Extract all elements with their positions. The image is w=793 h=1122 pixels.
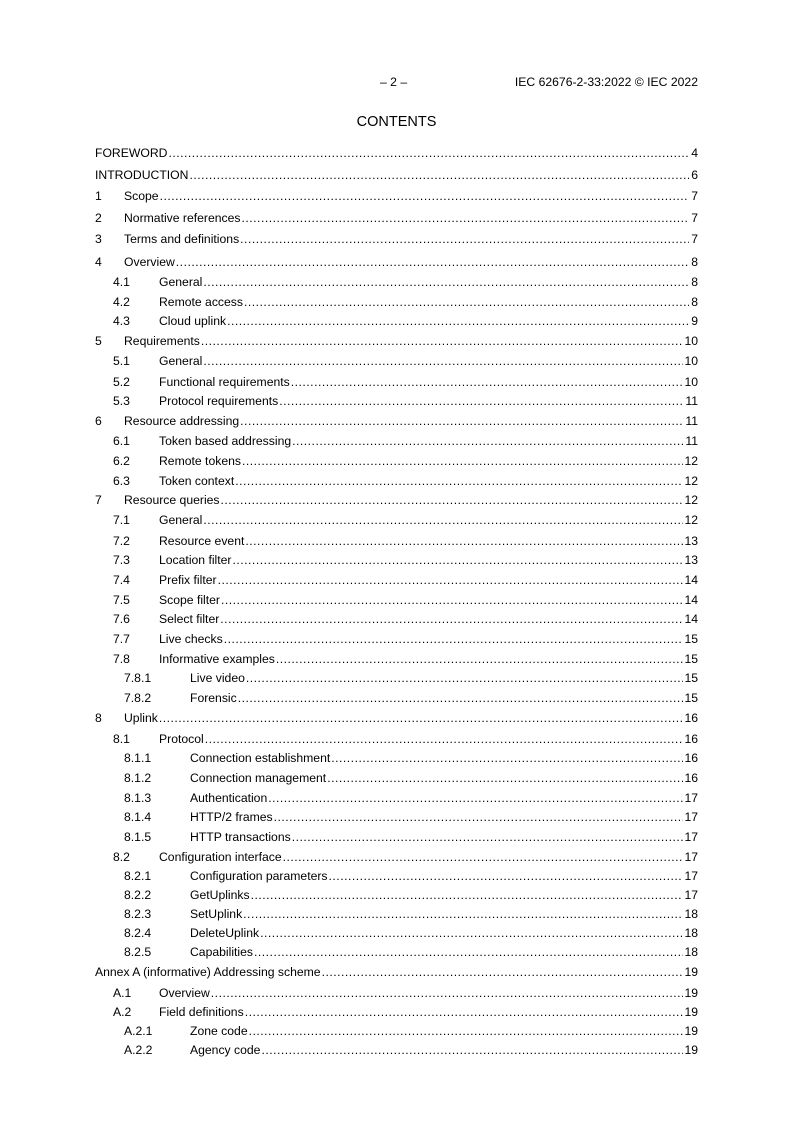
toc-entry-label: FOREWORD [95, 146, 168, 160]
toc-entry-label: HTTP/2 frames [190, 810, 273, 824]
toc-entry-page: 16 [684, 751, 698, 765]
toc-entry-page: 16 [684, 732, 698, 746]
toc-entry-number: 8.2.1 [124, 869, 152, 883]
dot-leader [224, 631, 684, 648]
toc-entry-page: 7 [691, 211, 698, 225]
toc-entry[interactable] [95, 254, 698, 274]
toc-entry-page: 12 [684, 454, 698, 468]
toc-entry[interactable] [95, 353, 698, 374]
toc-entry[interactable] [95, 453, 698, 473]
toc-entry-number: 8.1.3 [124, 791, 152, 805]
toc-entry-page: 7 [691, 232, 698, 246]
toc-entry-label: Protocol requirements [159, 394, 279, 408]
toc-entry[interactable] [95, 1004, 698, 1023]
dot-leader [327, 770, 683, 787]
toc-entry[interactable] [95, 790, 698, 809]
toc-entry[interactable] [95, 492, 698, 512]
toc-entry-number: 7 [95, 493, 102, 507]
toc-entry[interactable] [95, 313, 698, 333]
toc-entry-label: HTTP transactions [190, 830, 291, 844]
toc-entry-number: 4.3 [113, 314, 130, 328]
toc-entry-page: 17 [684, 830, 698, 844]
dot-leader [201, 333, 684, 350]
toc-entry-label: Field definitions [159, 1005, 244, 1019]
toc-entry[interactable] [95, 433, 698, 453]
toc-entry[interactable] [95, 533, 698, 552]
toc-entry[interactable] [95, 572, 698, 592]
page-number: – 2 – [380, 75, 408, 89]
toc-entry-label: General [159, 275, 203, 289]
toc-entry[interactable] [95, 829, 698, 849]
toc-entry-page: 8 [691, 295, 698, 309]
toc-entry[interactable] [95, 809, 698, 829]
dot-leader [254, 944, 683, 961]
toc-entry-label: Remote tokens [159, 454, 241, 468]
toc-entry-page: 10 [684, 334, 698, 348]
dot-leader [279, 393, 684, 410]
toc-entry-page: 13 [684, 553, 698, 567]
dot-leader [218, 572, 684, 589]
toc-entry[interactable] [95, 512, 698, 533]
toc-entry-number: 7.3 [113, 553, 130, 567]
toc-entry-label: General [159, 354, 203, 368]
toc-entry-number: 4.2 [113, 295, 130, 309]
toc-entry-label: Normative references [124, 211, 241, 225]
toc-entry-number: 2 [95, 211, 102, 225]
toc-entry-label: General [159, 513, 203, 527]
toc-entry-number: 8.1.2 [124, 771, 152, 785]
toc-entry[interactable] [95, 670, 698, 690]
toc-entry-label: Protocol [159, 732, 204, 746]
toc-entry-page: 18 [684, 907, 698, 921]
toc-entry[interactable] [95, 413, 698, 433]
toc-entry[interactable] [95, 374, 698, 393]
toc-entry[interactable] [95, 868, 698, 887]
toc-entry-page: 12 [684, 513, 698, 527]
toc-entry[interactable] [95, 333, 698, 353]
toc-entry[interactable] [95, 944, 698, 964]
dot-leader [331, 750, 683, 767]
toc-entry-page: 18 [684, 926, 698, 940]
toc-entry-page: 19 [684, 1024, 698, 1038]
toc-entry-page: 15 [684, 691, 698, 705]
dot-leader [322, 964, 684, 981]
toc-entry-label: Select filter [159, 612, 220, 626]
dot-leader [283, 849, 684, 866]
toc-entry-page: 10 [684, 375, 698, 389]
toc-entry-page: 14 [684, 593, 698, 607]
table-of-contents [95, 145, 698, 1061]
toc-entry-label: Token based addressing [159, 434, 292, 448]
toc-entry-label: GetUplinks [190, 888, 250, 902]
toc-entry-label: Informative examples [159, 652, 275, 666]
toc-entry-number: 5.1 [113, 354, 130, 368]
toc-entry[interactable] [95, 887, 698, 906]
toc-entry-label: Prefix filter [159, 573, 217, 587]
toc-entry[interactable] [95, 731, 698, 750]
toc-entry-label: Zone code [190, 1024, 248, 1038]
dot-leader [189, 167, 689, 184]
toc-entry-page: 17 [684, 850, 698, 864]
dot-leader [329, 868, 684, 885]
dot-leader [268, 790, 683, 807]
standard-reference: IEC 62676-2-33:2022 © IEC 2022 [514, 75, 698, 89]
toc-entry[interactable] [95, 210, 698, 231]
dot-leader [242, 210, 689, 227]
toc-entry[interactable] [95, 985, 698, 1004]
toc-entry-page: 10 [684, 354, 698, 368]
dot-leader [227, 313, 689, 330]
toc-entry-label: DeleteUplink [190, 926, 260, 940]
dot-leader [276, 651, 684, 668]
toc-entry[interactable] [95, 690, 698, 710]
toc-entry-page: 4 [691, 146, 698, 160]
toc-entry-number: A.2 [113, 1005, 132, 1019]
dot-leader [233, 552, 684, 569]
toc-entry-number: 5.2 [113, 375, 130, 389]
toc-entry-number: 7.8 [113, 652, 130, 666]
toc-entry-label: Terms and definitions [124, 232, 240, 246]
toc-entry-label: Connection establishment [190, 751, 331, 765]
toc-entry-number: 5.3 [113, 394, 130, 408]
toc-entry-number: 8.2 [113, 850, 130, 864]
toc-entry-label: Uplink [124, 711, 158, 725]
toc-entry[interactable] [95, 925, 698, 944]
dot-leader [240, 413, 684, 430]
toc-entry-number: 7.7 [113, 632, 130, 646]
toc-entry-number: 8.1.1 [124, 751, 152, 765]
dot-leader [211, 985, 684, 1002]
toc-entry-label: Configuration parameters [190, 869, 328, 883]
dot-leader [159, 710, 684, 727]
toc-entry-label: Functional requirements [159, 375, 290, 389]
toc-entry-page: 15 [684, 652, 698, 666]
dot-leader [235, 473, 683, 490]
toc-entry-page: 15 [684, 632, 698, 646]
dot-leader [291, 374, 684, 391]
dot-leader [238, 690, 684, 707]
toc-entry[interactable] [95, 750, 698, 770]
toc-entry-number: 8.2.2 [124, 888, 152, 902]
toc-entry-page: 11 [685, 414, 698, 428]
toc-entry-label: Overview [159, 986, 210, 1000]
toc-entry-label: Configuration interface [159, 850, 282, 864]
toc-entry[interactable] [95, 906, 698, 925]
toc-entry-label: Resource event [159, 534, 245, 548]
toc-entry-number: 8.1.4 [124, 810, 152, 824]
dot-leader [240, 231, 689, 248]
toc-entry[interactable] [95, 167, 698, 188]
toc-entry-label: Token context [159, 474, 235, 488]
toc-entry[interactable] [95, 1023, 698, 1042]
toc-entry-label: Annex A (informative) Addressing scheme [95, 965, 321, 979]
toc-entry[interactable] [95, 231, 698, 254]
dot-leader [292, 433, 684, 450]
toc-entry[interactable] [95, 651, 698, 670]
dot-leader [243, 906, 683, 923]
toc-entry-label: SetUplink [190, 907, 243, 921]
toc-entry[interactable] [95, 964, 698, 985]
toc-entry-number: 6.1 [113, 434, 130, 448]
toc-entry-number: 7.4 [113, 573, 130, 587]
toc-entry-number: 7.8.2 [124, 691, 152, 705]
toc-entry[interactable] [95, 631, 698, 651]
toc-entry-label: Live checks [159, 632, 223, 646]
toc-entry-page: 6 [691, 168, 698, 182]
dot-leader [245, 533, 683, 550]
dot-leader [251, 887, 684, 904]
toc-entry[interactable] [95, 145, 698, 167]
toc-entry-page: 17 [684, 810, 698, 824]
toc-entry[interactable] [95, 294, 698, 313]
toc-entry-label: Resource queries [124, 493, 220, 507]
toc-entry-label: Scope filter [159, 593, 220, 607]
dot-leader [242, 453, 683, 470]
toc-entry-page: 9 [691, 314, 698, 328]
dot-leader [244, 294, 689, 311]
toc-entry-number: 8.2.4 [124, 926, 152, 940]
toc-entry-number: 6 [95, 414, 102, 428]
toc-entry-label: INTRODUCTION [95, 168, 189, 182]
toc-entry-page: 16 [684, 771, 698, 785]
toc-entry[interactable] [95, 849, 698, 868]
toc-entry-number: 7.6 [113, 612, 130, 626]
dot-leader [221, 592, 683, 609]
toc-entry-label: Agency code [190, 1043, 261, 1057]
dot-leader [246, 670, 684, 687]
toc-entry[interactable] [95, 592, 698, 611]
toc-entry-page: 11 [685, 434, 698, 448]
toc-entry-label: Connection management [190, 771, 327, 785]
toc-entry-number: 5 [95, 334, 102, 348]
toc-entry-number: 7.8.1 [124, 671, 152, 685]
toc-entry-number: 8 [95, 711, 102, 725]
toc-entry-label: Scope [124, 189, 159, 203]
toc-entry-number: 4.1 [113, 275, 130, 289]
toc-entry[interactable] [95, 473, 698, 492]
toc-entry-page: 13 [684, 534, 698, 548]
dot-leader [205, 731, 684, 748]
toc-entry-page: 8 [691, 275, 698, 289]
toc-entry-number: 4 [95, 255, 102, 269]
toc-entry-page: 17 [684, 791, 698, 805]
toc-entry-page: 18 [684, 945, 698, 959]
toc-entry-label: Requirements [124, 334, 200, 348]
dot-leader [203, 512, 683, 529]
toc-entry-number: 6.3 [113, 474, 130, 488]
toc-entry[interactable] [95, 770, 698, 790]
toc-entry-page: 17 [684, 869, 698, 883]
toc-entry-page: 12 [684, 474, 698, 488]
toc-entry-number: 3 [95, 232, 102, 246]
toc-entry-page: 15 [684, 671, 698, 685]
toc-entry-page: 14 [684, 573, 698, 587]
toc-entry[interactable] [95, 274, 698, 294]
toc-entry-number: 8.2.5 [124, 945, 152, 959]
toc-entry-number: 6.2 [113, 454, 130, 468]
toc-entry[interactable] [95, 393, 698, 413]
toc-entry-label: Remote access [159, 295, 243, 309]
dot-leader [245, 1004, 684, 1021]
toc-entry[interactable] [95, 552, 698, 572]
dot-leader [168, 145, 689, 162]
toc-entry-label: Authentication [190, 791, 268, 805]
dot-leader [221, 492, 684, 509]
toc-entry-page: 19 [684, 1043, 698, 1057]
toc-entry-page: 12 [684, 493, 698, 507]
toc-entry[interactable] [95, 1042, 698, 1061]
toc-entry-page: 14 [684, 612, 698, 626]
toc-entry-page: 19 [684, 965, 698, 979]
toc-entry-label: Forensic [190, 691, 237, 705]
toc-entry-number: 8.1.5 [124, 830, 152, 844]
toc-entry-label: Overview [124, 255, 175, 269]
dot-leader [274, 809, 684, 826]
toc-entry-number: 8.2.3 [124, 907, 152, 921]
toc-entry-label: Location filter [159, 553, 232, 567]
toc-entry-page: 11 [685, 394, 698, 408]
dot-leader [249, 1023, 684, 1040]
dot-leader [260, 925, 683, 942]
dot-leader [261, 1042, 683, 1059]
toc-entry-number: 8.1 [113, 732, 130, 746]
toc-entry-page: 7 [691, 189, 698, 203]
page-title: CONTENTS [356, 114, 437, 130]
dot-leader [203, 274, 689, 291]
toc-entry[interactable] [95, 188, 698, 210]
dot-leader [160, 188, 689, 205]
toc-entry-label: Live video [190, 671, 245, 685]
toc-entry-page: 17 [684, 888, 698, 902]
toc-entry[interactable] [95, 611, 698, 631]
toc-entry-label: Resource addressing [124, 414, 240, 428]
toc-entry-label: Capabilities [190, 945, 254, 959]
toc-entry-number: A.2.2 [124, 1043, 153, 1057]
dot-leader [176, 254, 689, 271]
toc-entry-page: 19 [684, 986, 698, 1000]
dot-leader [220, 611, 683, 628]
toc-entry-page: 8 [691, 255, 698, 269]
toc-entry-number: 7.5 [113, 593, 130, 607]
toc-entry-page: 16 [684, 711, 698, 725]
toc-entry-number: A.2.1 [124, 1024, 153, 1038]
dot-leader [292, 829, 684, 846]
dot-leader [203, 353, 683, 370]
toc-entry-number: 1 [95, 189, 102, 203]
toc-entry-page: 19 [684, 1005, 698, 1019]
toc-entry-number: 7.2 [113, 534, 130, 548]
toc-entry-number: 7.1 [113, 513, 130, 527]
toc-entry-number: A.1 [113, 986, 132, 1000]
toc-entry[interactable] [95, 710, 698, 731]
toc-entry-label: Cloud uplink [159, 314, 227, 328]
